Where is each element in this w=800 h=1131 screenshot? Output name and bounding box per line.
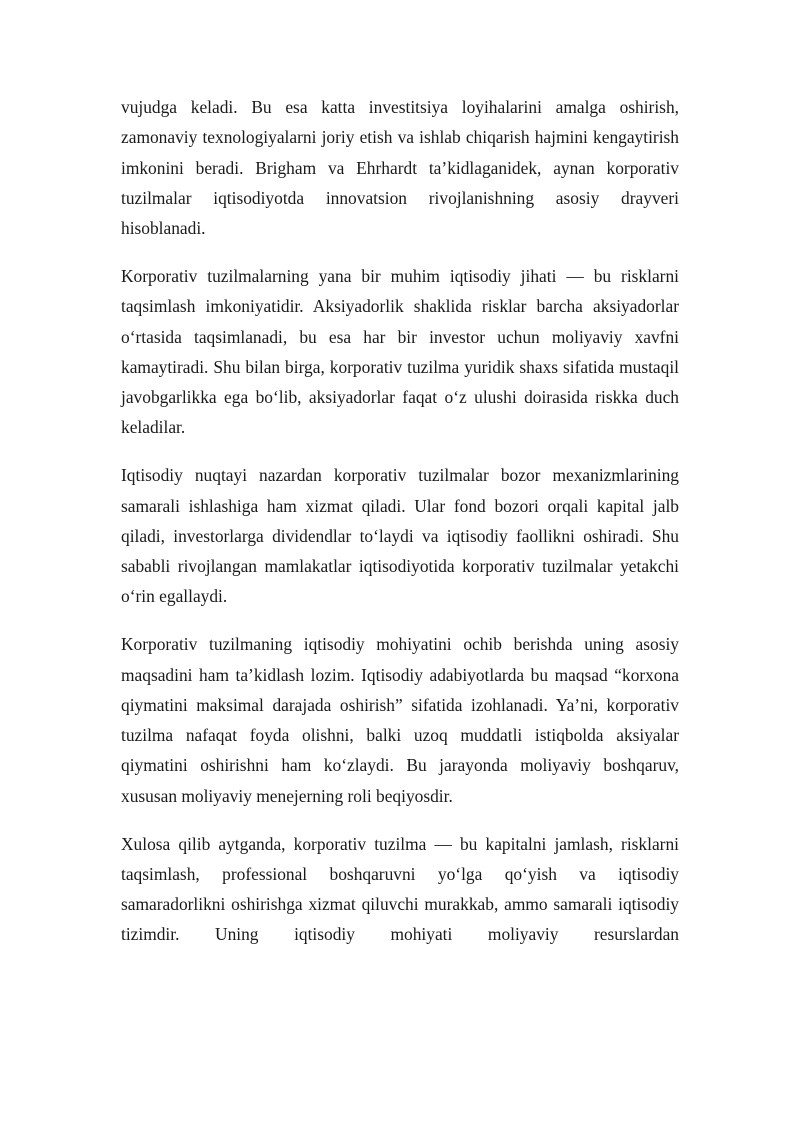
paragraph-2: Korporativ tuzilmalarning yana bir muhim iqtisodiy jihati — bu risklarni taqsimlash imkoniyatidir. Aksiyadorlik shaklida risklar barcha aksiyadorlar o‘rtasida taqsimlanadi, bu esa har bir investor uchun moliyaviy xavfni kamaytiradi. Shu bilan birga, korporativ tuzilma yuridik shaxs sifatida mustaqil javobgarlikka ega bo‘lib, aksiyadorlar faqat o‘z ulushi doirasida riskka duch keladilar. [121, 265, 679, 438]
body-text [121, 92, 679, 967]
paragraph-5: Xulosa qilib aytganda, korporativ tuzilma — bu kapitalni jamlash, risklarni taqsimlash, professional boshqaruvni yo‘lga qo‘yish va iqtisodiy samaradorlikni oshirishga xizmat qiluvchi murakkab, ammo samarali iqtisodiy tizimdir. Uning iqtisodiy mohiyati moliyaviy resurslardan [121, 833, 679, 945]
paragraph-1: vujudga keladi. Bu esa katta investitsiya loyihalarini amalga oshirish, zamonaviy texnologiyalarni joriy etish va ishlab chiqarish hajmini kengaytirish imkonini beradi. Brigham va Ehrhardt ta’kidlaganidek, aynan korporativ tuzilmalar iqtisodiyotda innovatsion rivojlanishning asosiy drayveri hisoblanadi. [121, 97, 679, 239]
paragraph-3: Iqtisodiy nuqtayi nazardan korporativ tuzilmalar bozor mexanizmlarining samarali ishlashiga ham xizmat qiladi. Ular fond bozori orqali kapital jalb qiladi, investorlarga dividendlar to‘laydi va iqtisodiy faollikni oshiradi. Shu sababli rivojlangan mamlakatlar iqtisodiyotida korporativ tuzilmalar yetakchi o‘rin egallaydi. [121, 465, 679, 607]
paragraph-4: Korporativ tuzilmaning iqtisodiy mohiyatini ochib berishda uning asosiy maqsadini ham ta’kidlash lozim. Iqtisodiy adabiyotlarda bu maqsad “korxona qiymatini maksimal darajada oshirish” sifatida izohlanadi. Ya’ni, korporativ tuzilma nafaqat foyda olishni, balki uzoq muddatli istiqbolda aksiyalar qiymatini oshirishni ham ko‘zlaydi. Bu jarayonda moliyaviy boshqaruv, xususan moliyaviy menejerning roli beqiyosdir. [121, 634, 679, 806]
